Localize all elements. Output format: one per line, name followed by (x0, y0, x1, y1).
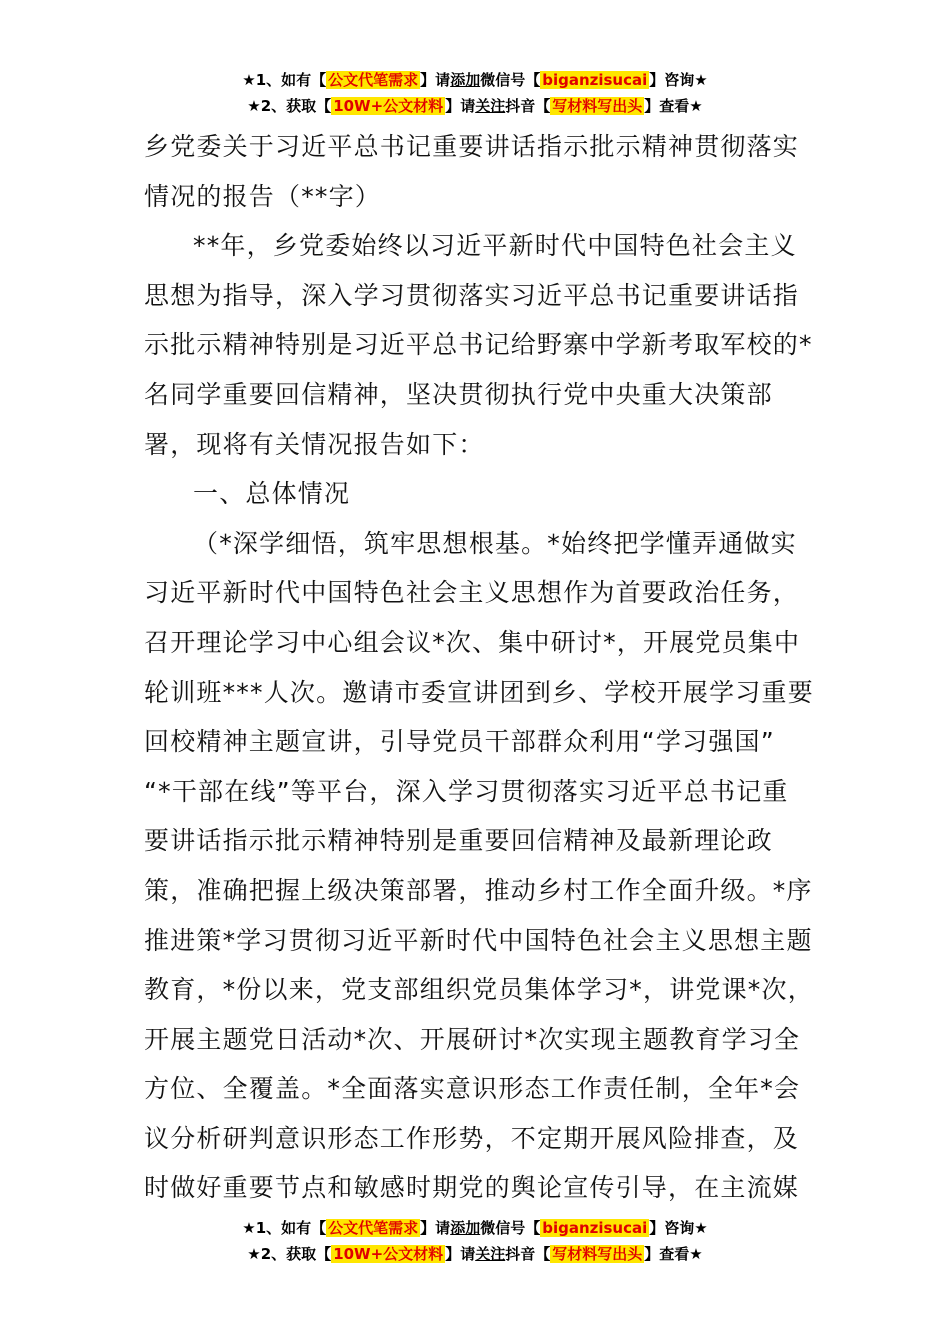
paragraph-line: 示批示精神特别是习近平总书记给野寨中学新考取军校的* (144, 330, 813, 360)
banner-text: 】咨询★ (649, 71, 708, 89)
highlight-text: 10W+公文材料 (333, 97, 444, 115)
paragraph-line: 策，准确把握上级决策部署，推动乡村工作全面升级。*序 (144, 875, 813, 905)
paragraph-line: 议分析研判意识形态工作形势，不定期开展风险排查，及 (144, 1123, 800, 1153)
paragraph-line: 回校精神主题宣讲，引导党员干部群众利用“学习强国” (144, 727, 775, 757)
banner-text: ★1、如有【 (242, 71, 327, 89)
document-title-line: 情况的报告（**字） (144, 181, 382, 211)
banner-line-1 (0, 68, 950, 94)
paragraph-line: 习近平新时代中国特色社会主义思想作为首要政治任务， (144, 578, 800, 608)
banner-text: 抖音【 (505, 97, 551, 115)
banner-text: 抖音【 (505, 1245, 551, 1263)
banner-text: ★2、获取【 (247, 1245, 332, 1263)
banner-line-2 (0, 94, 950, 120)
highlight-text: 公文代笔需求 (328, 71, 419, 89)
underlined-text: 添加 (450, 71, 481, 89)
paragraph-line: 方位、全覆盖。*全面落实意识形态工作责任制，全年*会 (144, 1074, 801, 1104)
header-banner (0, 68, 950, 120)
underlined-text: 关注 (475, 97, 506, 115)
paragraph-line: （*深学细悟，筑牢思想根基。*始终把学懂弄通做实 (193, 528, 797, 558)
paragraph-line: 召开理论学习中心组会议*次、集中研讨*，开展党员集中 (144, 627, 801, 657)
paragraph-line: 要讲话指示批示精神特别是重要回信精神及最新理论政 (144, 826, 773, 856)
footer-banner (0, 1216, 950, 1268)
underlined-text: 关注 (475, 1245, 506, 1263)
banner-text: 微信号【 (480, 71, 541, 89)
paragraph-line: 署，现将有关情况报告如下： (144, 429, 485, 459)
highlight-text: 写材料写出头 (552, 97, 643, 115)
underlined-text: 添加 (450, 1219, 481, 1237)
banner-text: 】请 (445, 97, 476, 115)
paragraph-line: 名同学重要回信精神，坚决贯彻执行党中央重大决策部 (144, 379, 773, 409)
paragraph-line: 思想为指导，深入学习贯彻落实习近平总书记重要讲话指 (144, 280, 800, 310)
banner-line-1 (0, 1216, 950, 1242)
document-title-line: 乡党委关于习近平总书记重要讲话指示批示精神贯彻落实 (144, 132, 800, 161)
highlight-text: 公文代笔需求 (328, 1219, 419, 1237)
banner-text: 】查看★ (644, 97, 703, 115)
banner-text: 】请 (445, 1245, 476, 1263)
paragraph-line: 时做好重要节点和敏感时期党的舆论宣传引导，在主流媒 (144, 1173, 800, 1203)
banner-text: ★2、获取【 (247, 97, 332, 115)
paragraph-line: **年，乡党委始终以习近平新时代中国特色社会主义 (193, 231, 797, 261)
paragraph-line: 轮训班***人次。邀请市委宣讲团到乡、学校开展学习重要 (144, 677, 814, 707)
banner-text: ★1、如有【 (242, 1219, 327, 1237)
paragraph-line: “*干部在线”等平台，深入学习贯彻落实习近平总书记重 (144, 776, 789, 806)
banner-text: 】请 (420, 1219, 451, 1237)
paragraph-line: 教育，*份以来，党支部组织党员集体学习*，讲党课*次， (144, 975, 814, 1005)
section-heading: 一、总体情况 (193, 479, 351, 509)
paragraph-line: 推进策*学习贯彻习近平新时代中国特色社会主义思想主题 (144, 925, 813, 955)
banner-text: 】请 (420, 71, 451, 89)
highlight-text: 写材料写出头 (552, 1245, 643, 1263)
paragraph-line: 开展主题党日活动*次、开展研讨*次实现主题教育学习全 (144, 1024, 801, 1054)
banner-line-2 (0, 1242, 950, 1268)
highlight-text: 10W+公文材料 (333, 1245, 444, 1263)
highlight-text: biganzisucai (542, 1219, 648, 1237)
document-body (144, 122, 814, 1213)
banner-text: 】查看★ (644, 1245, 703, 1263)
banner-text: 微信号【 (480, 1219, 541, 1237)
banner-text: 】咨询★ (649, 1219, 708, 1237)
highlight-text: biganzisucai (542, 71, 648, 89)
